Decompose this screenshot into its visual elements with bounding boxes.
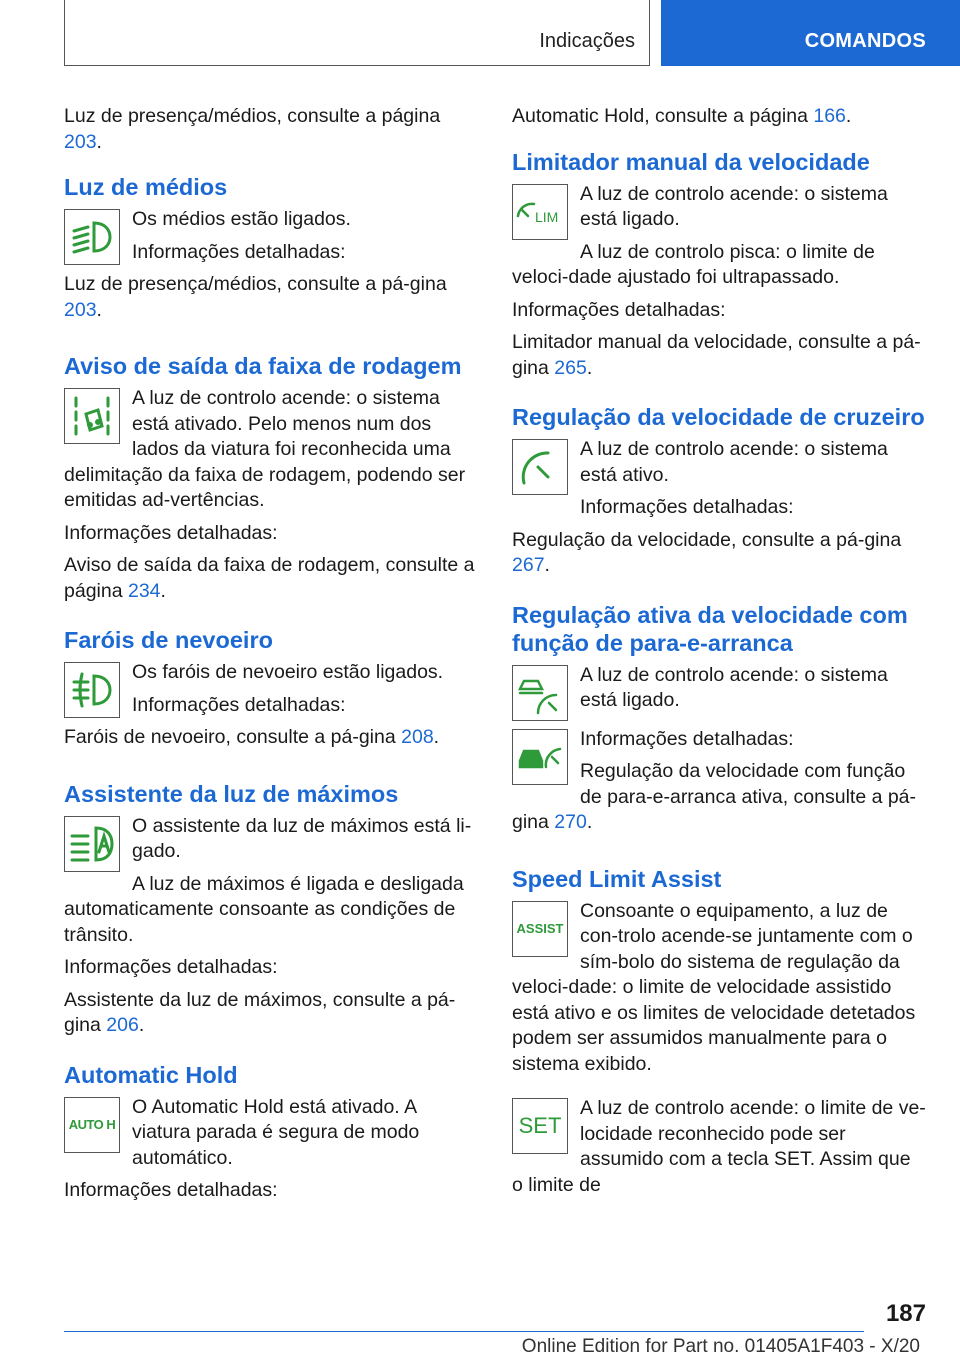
fog-light-icon (64, 662, 120, 718)
lane-departure-text-3: Aviso de saída da faixa de rodagem, consulte a página 234. (64, 554, 475, 602)
section-title-high-beam: Assistente da luz de máximos (64, 780, 399, 807)
page-link[interactable]: 206 (106, 1014, 139, 1036)
speed-limit-block-2 (512, 1096, 926, 1205)
low-beam-text-3: Luz de presença/médios, consulte a pá-gina 203. (64, 273, 447, 321)
acc-block (512, 663, 926, 727)
auto-hold-icon-text: AUTO H (68, 1117, 116, 1132)
set-icon (512, 1098, 568, 1154)
intro-paragraph: Automatic Hold, consulte a página 166. (512, 105, 852, 127)
page-link[interactable]: 234 (127, 579, 161, 602)
lane-departure-text-1: A luz de controlo acende: o sistema está ativado. Pelo menos num dos lados da viatura foi reconhecida uma delimitação da faixa de rodagem, podendo ser emitidas ad-vertências. (64, 387, 466, 511)
page-link[interactable]: 203 (64, 298, 97, 321)
low-beam-block (64, 207, 478, 330)
cruise-block (512, 437, 926, 528)
lane-departure-text-2: Informações detalhadas: (64, 521, 278, 544)
assist-icon-text: ASSIST (516, 921, 564, 936)
auto-hold-text-1: O Automatic Hold está ativado. A viatura parada é segura de modo automático. (132, 1095, 420, 1169)
section-title-auto-hold: Automatic Hold (64, 1061, 238, 1088)
limiter-text-1: A luz de controlo acende: o sistema está ligado. (580, 182, 888, 230)
acc-outline-icon (512, 665, 568, 721)
low-beam-text-2: Informações detalhadas: (132, 240, 346, 263)
footer-edition: Online Edition for Part no. 01405A1F403 - X/20 (521, 1336, 920, 1357)
section-title-fog: Faróis de nevoeiro (64, 627, 273, 653)
page-link[interactable]: 265 (554, 356, 587, 379)
assist-icon (512, 901, 568, 957)
lane-departure-block (64, 386, 478, 521)
page-link[interactable]: 270 (554, 811, 587, 833)
fog-text-2: Informações detalhadas: (132, 693, 346, 716)
speed-limit-text-1: Consoante o equipamento, a luz de con-trolo acende-se juntamente com o sím-bolo do sistema de regulação da veloci-dade: o limite de velocidade assistido está ativo e os limites de velocidade detetados podem ser assumidos manualmente para o sistema exibido. (512, 899, 916, 1075)
acc-text-1: A luz de controlo acende: o sistema está ligado. (580, 663, 888, 711)
low-beam-icon (64, 209, 120, 265)
fog-text-3: Faróis de nevoeiro, consulte a pá-gina 208. (64, 726, 440, 748)
left-column (64, 104, 478, 1211)
cruise-text-1: A luz de controlo acende: o sistema está ativo. (580, 438, 888, 486)
auto-hold-icon (64, 1097, 120, 1153)
acc-text-2: Informações detalhadas: (580, 727, 794, 750)
limiter-block (512, 182, 926, 298)
header-chapter-tab[interactable] (661, 0, 960, 66)
section-title-acc: Regulação ativa da velocidade com função de para-e-arranca (512, 601, 908, 656)
page-link[interactable]: 208 (401, 726, 434, 748)
low-beam-text-1: Os médios estão ligados. (132, 208, 351, 230)
intro-paragraph: Luz de presença/médios, consulte a página 203. (64, 105, 441, 153)
section-title-cruise: Regulação da velocidade de cruzeiro (512, 404, 925, 430)
limiter-text-2: A luz de controlo pisca: o limite de veloci-dade ajustado foi ultrapassado. (512, 240, 875, 288)
speed-limit-text-2: A luz de controlo acende: o limite de ve-locidade reconhecido pode ser assumido com a tecla SET. Assim que o limite de (512, 1097, 926, 1196)
section-title-lane-departure: Aviso de saída da faixa de rodagem (64, 353, 462, 379)
header-section-label: Indicações (539, 30, 635, 52)
footer-divider (64, 1331, 864, 1332)
high-beam-assistant-icon (64, 816, 120, 872)
header-section-box (64, 0, 650, 66)
section-title-low-beam: Luz de médios (64, 174, 228, 200)
speed-limit-block (512, 899, 926, 1085)
limiter-text-4: Limitador manual da velocidade, consulte a pá-gina 265. (512, 331, 921, 379)
fog-text-1: Os faróis de nevoeiro estão ligados. (132, 661, 444, 683)
acc-vehicle-detected-icon (512, 729, 568, 785)
acc-text-3: Regulação da velocidade com função de para-e-arranca ativa, consulte a pá-gina 270. (512, 760, 917, 833)
auto-hold-text-2: Informações detalhadas: (64, 1179, 278, 1201)
section-title-speed-limit-assist: Speed Limit Assist (512, 865, 722, 892)
lane-departure-icon (64, 388, 120, 444)
cruise-text-2: Informações detalhadas: (580, 496, 794, 518)
right-column (512, 104, 926, 1205)
cruise-control-icon (512, 439, 568, 495)
speed-limiter-icon (512, 184, 568, 240)
page-number: 187 (885, 1300, 926, 1327)
limiter-icon-text: LIM (535, 208, 559, 225)
header-chapter-label: COMANDOS (804, 30, 926, 52)
high-beam-text-2: A luz de máximos é ligada e desligada automaticamente consoante as condições de trânsito. (64, 872, 464, 946)
acc-block-2 (512, 727, 926, 843)
limiter-text-3: Informações detalhadas: (512, 298, 726, 321)
section-title-limiter: Limitador manual da velocidade (512, 148, 870, 175)
auto-hold-block (64, 1095, 478, 1211)
cruise-text-3: Regulação da velocidade, consulte a pá-gina 267. (512, 528, 902, 576)
set-icon-text: SET (518, 1113, 562, 1138)
page-link[interactable]: 267 (512, 554, 545, 576)
high-beam-block (64, 814, 478, 956)
page-link[interactable]: 203 (64, 130, 97, 153)
high-beam-text-4: Assistente da luz de máximos, consulte a pá-gina 206. (64, 988, 456, 1036)
fog-block (64, 660, 478, 758)
high-beam-text-1: O assistente da luz de máximos está li-gado. (132, 814, 472, 862)
high-beam-text-3: Informações detalhadas: (64, 956, 278, 978)
page-link[interactable]: 166 (813, 105, 846, 127)
